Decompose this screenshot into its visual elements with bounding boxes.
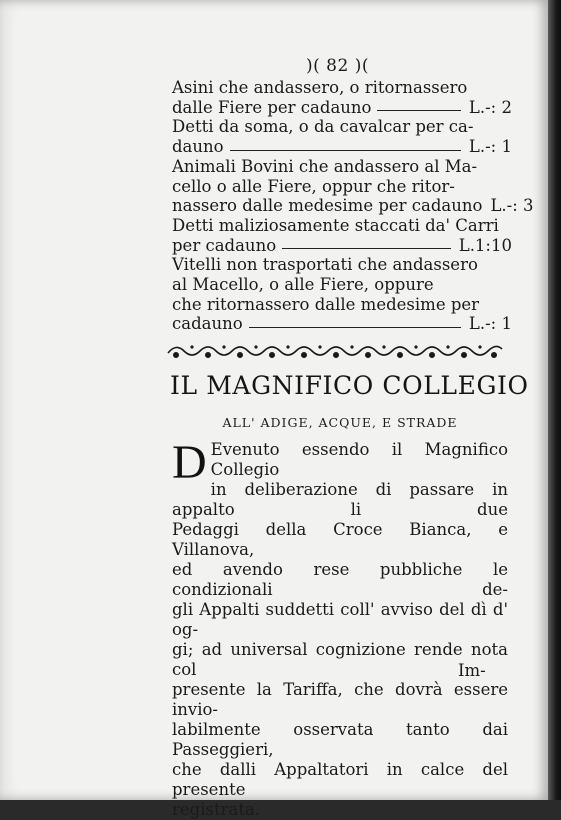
section-subheading: ALL' ADIGE, ACQUE, E STRADE xyxy=(222,415,458,430)
tariff-line: Animali Bovini che andassero al Ma- xyxy=(172,156,478,176)
tariff-line: nassero dalle medesime per cadauno xyxy=(172,196,483,216)
floral-ornament-icon xyxy=(166,341,504,361)
page-number: )( 82 )( xyxy=(306,56,369,76)
tariff-line: cadauno xyxy=(172,314,243,334)
body-paragraph xyxy=(172,436,508,820)
book-fore-edge xyxy=(548,0,561,800)
tariff-line: Detti da soma, o da cavalcar per ca- xyxy=(172,117,474,137)
body-line: presente la Tariffa, che dovrà essere invio- xyxy=(172,680,508,719)
tariff-line: per cadauno xyxy=(172,235,277,255)
body-line: labilmente osservata tanto dai Passeggieri, xyxy=(172,720,508,759)
tariff-entry xyxy=(172,216,512,255)
tariff-price: L.-: 1 xyxy=(468,314,512,334)
body-line: ed avendo rese pubbliche le condizionali de- xyxy=(172,560,508,599)
drop-cap: D xyxy=(172,436,207,489)
tariff-line: al Macello, o alle Fiere, oppure xyxy=(172,275,434,295)
leader-rule xyxy=(249,326,461,328)
tariff-line: dalle Fiere per cadauno xyxy=(172,97,372,117)
tariff-entry xyxy=(172,255,512,334)
body-line: gi; ad universal cognizione rende nota col xyxy=(172,640,508,679)
tariff-line: dauno xyxy=(172,137,224,157)
body-line: che dalli Appaltatori in calce del presente xyxy=(172,760,508,799)
body-line: in deliberazione di passare in appalto li due xyxy=(172,480,508,519)
tariff-entry xyxy=(172,117,512,156)
tariff-price: L.1:10 xyxy=(458,235,512,255)
leader-rule xyxy=(377,109,460,111)
tariff-price: L.-: 1 xyxy=(468,137,512,157)
body-line: Pedaggi della Croce Bianca, e Villanova, xyxy=(172,520,508,559)
tariff-line: Vitelli non trasportati che andassero xyxy=(172,255,478,275)
tariff-price: L.-: 2 xyxy=(468,97,512,117)
tariff-line: che ritornassero dalle medesime per xyxy=(172,294,480,314)
tariff-entry xyxy=(172,78,512,117)
tariff-line: Asini che andassero, o ritornassero xyxy=(172,78,468,97)
tariff-line: Detti maliziosamente staccati da' Carri xyxy=(172,215,499,235)
body-line: gli Appalti suddetti coll' avviso del dì d' og- xyxy=(172,600,508,639)
tariff-line: cello o alle Fiere, oppur che ritor- xyxy=(172,176,455,196)
body-line: registrata. xyxy=(172,800,261,819)
section-heading: IL MAGNIFICO COLLEGIO xyxy=(170,371,529,400)
leader-rule xyxy=(230,149,461,151)
tariff-price: L.-: 3 xyxy=(490,196,534,216)
body-line: Evenuto essendo il Magnifico Collegio xyxy=(210,440,508,479)
tariff-entry xyxy=(172,156,534,216)
tariff-list xyxy=(172,78,534,334)
leader-rule xyxy=(282,247,451,249)
catchword: Im- xyxy=(458,661,486,680)
